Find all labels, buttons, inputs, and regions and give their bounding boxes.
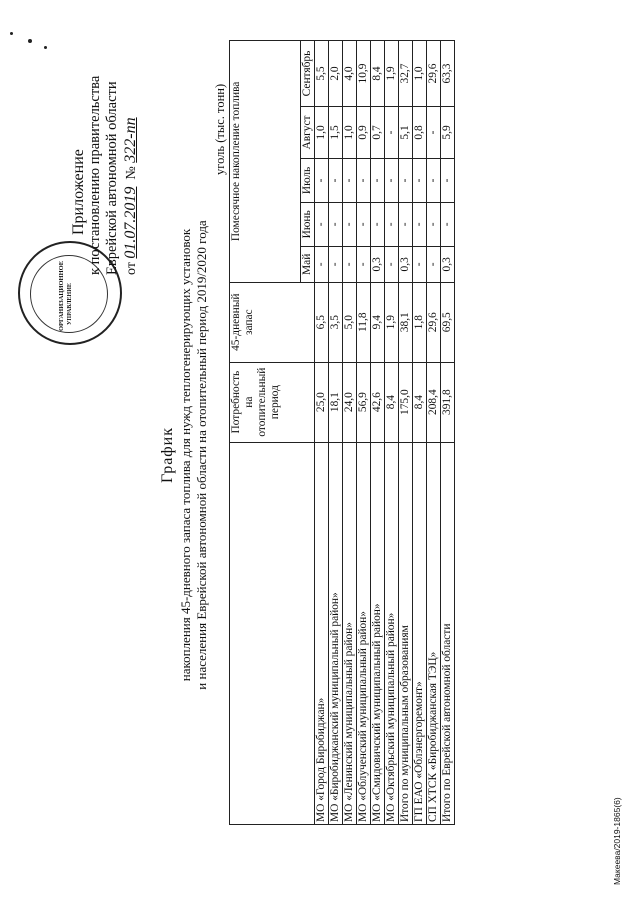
row-reserve: 6,5 <box>315 282 329 362</box>
row-month-value: 5,1 <box>399 107 413 159</box>
heading-line2: и населения Еврейской автономной области на отопительный период 2019/2020 года <box>194 220 209 690</box>
row-name: ГП ЕАО «Облэнергоремонт» <box>413 442 427 824</box>
row-month-value: 0,3 <box>371 246 385 282</box>
header-need: Потребность на отопительный период <box>230 362 315 442</box>
table-row <box>357 41 371 825</box>
row-name: Итого по муниципальным образованиям <box>399 442 413 824</box>
row-month-value: 10,9 <box>357 41 371 107</box>
row-need: 175,0 <box>399 362 413 442</box>
document-number: 322-пп <box>122 117 139 163</box>
stamp-text-line2: УПРАВЛЕНИЕ <box>67 283 73 325</box>
unit-label: уголь (тыс. тонн) <box>213 83 227 175</box>
row-month-value: 4,0 <box>343 41 357 107</box>
row-need: 42,6 <box>371 362 385 442</box>
row-reserve: 9,4 <box>371 282 385 362</box>
row-month-value: - <box>357 158 371 202</box>
header-month: Июнь <box>301 202 315 246</box>
row-month-value: - <box>413 202 427 246</box>
row-name: СП ХТСК «Биробиджанская ТЭЦ» <box>427 442 441 824</box>
header-name-blank <box>230 442 315 824</box>
document-heading <box>160 135 210 775</box>
stamp-text-line1: ОРГАНИЗАЦИОННОЕ <box>58 260 65 331</box>
heading-title: График <box>159 426 176 484</box>
header-monthly: Помесячное накопление топлива <box>230 41 301 283</box>
table-row <box>413 41 427 825</box>
header-month: Сентябрь <box>301 41 315 107</box>
row-reserve: 11,8 <box>357 282 371 362</box>
row-need: 8,4 <box>385 362 399 442</box>
appendix-line2: Еврейской автономной области <box>104 81 120 275</box>
table-row <box>343 41 357 825</box>
row-month-value: - <box>329 246 343 282</box>
row-month-value: 5,5 <box>315 41 329 107</box>
row-name: МО «Город Биробиджан» <box>315 442 329 824</box>
row-reserve: 38,1 <box>399 282 413 362</box>
row-month-value: 5,9 <box>441 107 455 159</box>
row-month-value: 32,7 <box>399 41 413 107</box>
header-month: Май <box>301 246 315 282</box>
row-month-value: - <box>315 246 329 282</box>
table-row <box>315 41 329 825</box>
row-need: 56,9 <box>357 362 371 442</box>
row-month-value: 63,3 <box>441 41 455 107</box>
row-month-value: - <box>343 202 357 246</box>
header-month: Июль <box>301 158 315 202</box>
row-month-value: - <box>399 158 413 202</box>
row-month-value: - <box>399 202 413 246</box>
date-prefix: от <box>124 262 139 275</box>
table-row <box>329 41 343 825</box>
row-name: МО «Октябрьский муниципальный район» <box>385 442 399 824</box>
table-row <box>399 41 413 825</box>
row-month-value: - <box>357 246 371 282</box>
row-month-value: - <box>371 158 385 202</box>
row-need: 24,0 <box>343 362 357 442</box>
document-footer-code: Макеева/2019-1865(6) <box>612 797 622 885</box>
row-month-value: 29,6 <box>427 41 441 107</box>
row-reserve: 29,6 <box>427 282 441 362</box>
row-month-value: 0,8 <box>413 107 427 159</box>
row-month-value: - <box>427 158 441 202</box>
row-name: МО «Биробиджанский муниципальный район» <box>329 442 343 824</box>
row-name: МО «Смидовичский муниципальный район» <box>371 442 385 824</box>
appendix-line1: к постановлению правительства <box>87 75 103 275</box>
row-month-value: - <box>315 158 329 202</box>
row-month-value: - <box>315 202 329 246</box>
row-month-value: - <box>427 202 441 246</box>
row-month-value: 0,3 <box>399 246 413 282</box>
row-month-value: 1,0 <box>413 41 427 107</box>
scan-speck <box>44 46 47 49</box>
row-need: 25,0 <box>315 362 329 442</box>
header-reserve: 45-дневный запас <box>230 282 315 362</box>
number-prefix: № <box>124 166 139 180</box>
header-month: Август <box>301 107 315 159</box>
document-date: 01.07.2019 <box>122 186 139 259</box>
appendix-block <box>70 65 140 275</box>
row-month-value: 1,5 <box>329 107 343 159</box>
row-month-value: - <box>343 246 357 282</box>
appendix-date-number <box>122 65 140 275</box>
row-month-value: - <box>385 246 399 282</box>
row-reserve: 1,9 <box>385 282 399 362</box>
row-reserve: 3,5 <box>329 282 343 362</box>
row-month-value: 1,0 <box>343 107 357 159</box>
row-month-value: 2,0 <box>329 41 343 107</box>
table-row <box>385 41 399 825</box>
table-row <box>371 41 385 825</box>
row-month-value: - <box>385 158 399 202</box>
row-month-value: - <box>385 202 399 246</box>
row-reserve: 69,5 <box>441 282 455 362</box>
row-month-value: 1,9 <box>385 41 399 107</box>
row-month-value: - <box>441 158 455 202</box>
row-month-value: 8,4 <box>371 41 385 107</box>
row-name: МО «Облученский муниципальный район» <box>357 442 371 824</box>
table-header-row <box>230 41 301 825</box>
row-month-value: - <box>357 202 371 246</box>
appendix-title: Приложение <box>70 149 87 235</box>
scan-speck <box>10 32 13 35</box>
row-reserve: 1,8 <box>413 282 427 362</box>
row-name: МО «Ленинский муниципальный район» <box>343 442 357 824</box>
row-month-value: - <box>441 202 455 246</box>
row-need: 18,1 <box>329 362 343 442</box>
fuel-schedule-table <box>229 40 455 825</box>
row-name: Итого по Еврейской автономной области <box>441 442 455 824</box>
table-row <box>427 41 441 825</box>
row-month-value: - <box>427 107 441 159</box>
row-month-value: - <box>371 202 385 246</box>
row-month-value: - <box>329 158 343 202</box>
row-month-value: - <box>385 107 399 159</box>
heading-line1: накопления 45-дневного запаса топлива для нужд теплогенерирующих установок <box>178 228 193 682</box>
table-row <box>441 41 455 825</box>
row-month-value: 1,0 <box>315 107 329 159</box>
row-month-value: 0,7 <box>371 107 385 159</box>
row-need: 391,8 <box>441 362 455 442</box>
scan-speck <box>28 39 32 43</box>
row-month-value: - <box>413 158 427 202</box>
row-need: 8,4 <box>413 362 427 442</box>
row-month-value: - <box>343 158 357 202</box>
row-need: 208,4 <box>427 362 441 442</box>
row-month-value: - <box>427 246 441 282</box>
row-month-value: 0,9 <box>357 107 371 159</box>
row-reserve: 5,0 <box>343 282 357 362</box>
row-month-value: - <box>413 246 427 282</box>
row-month-value: 0,3 <box>441 246 455 282</box>
row-month-value: - <box>329 202 343 246</box>
